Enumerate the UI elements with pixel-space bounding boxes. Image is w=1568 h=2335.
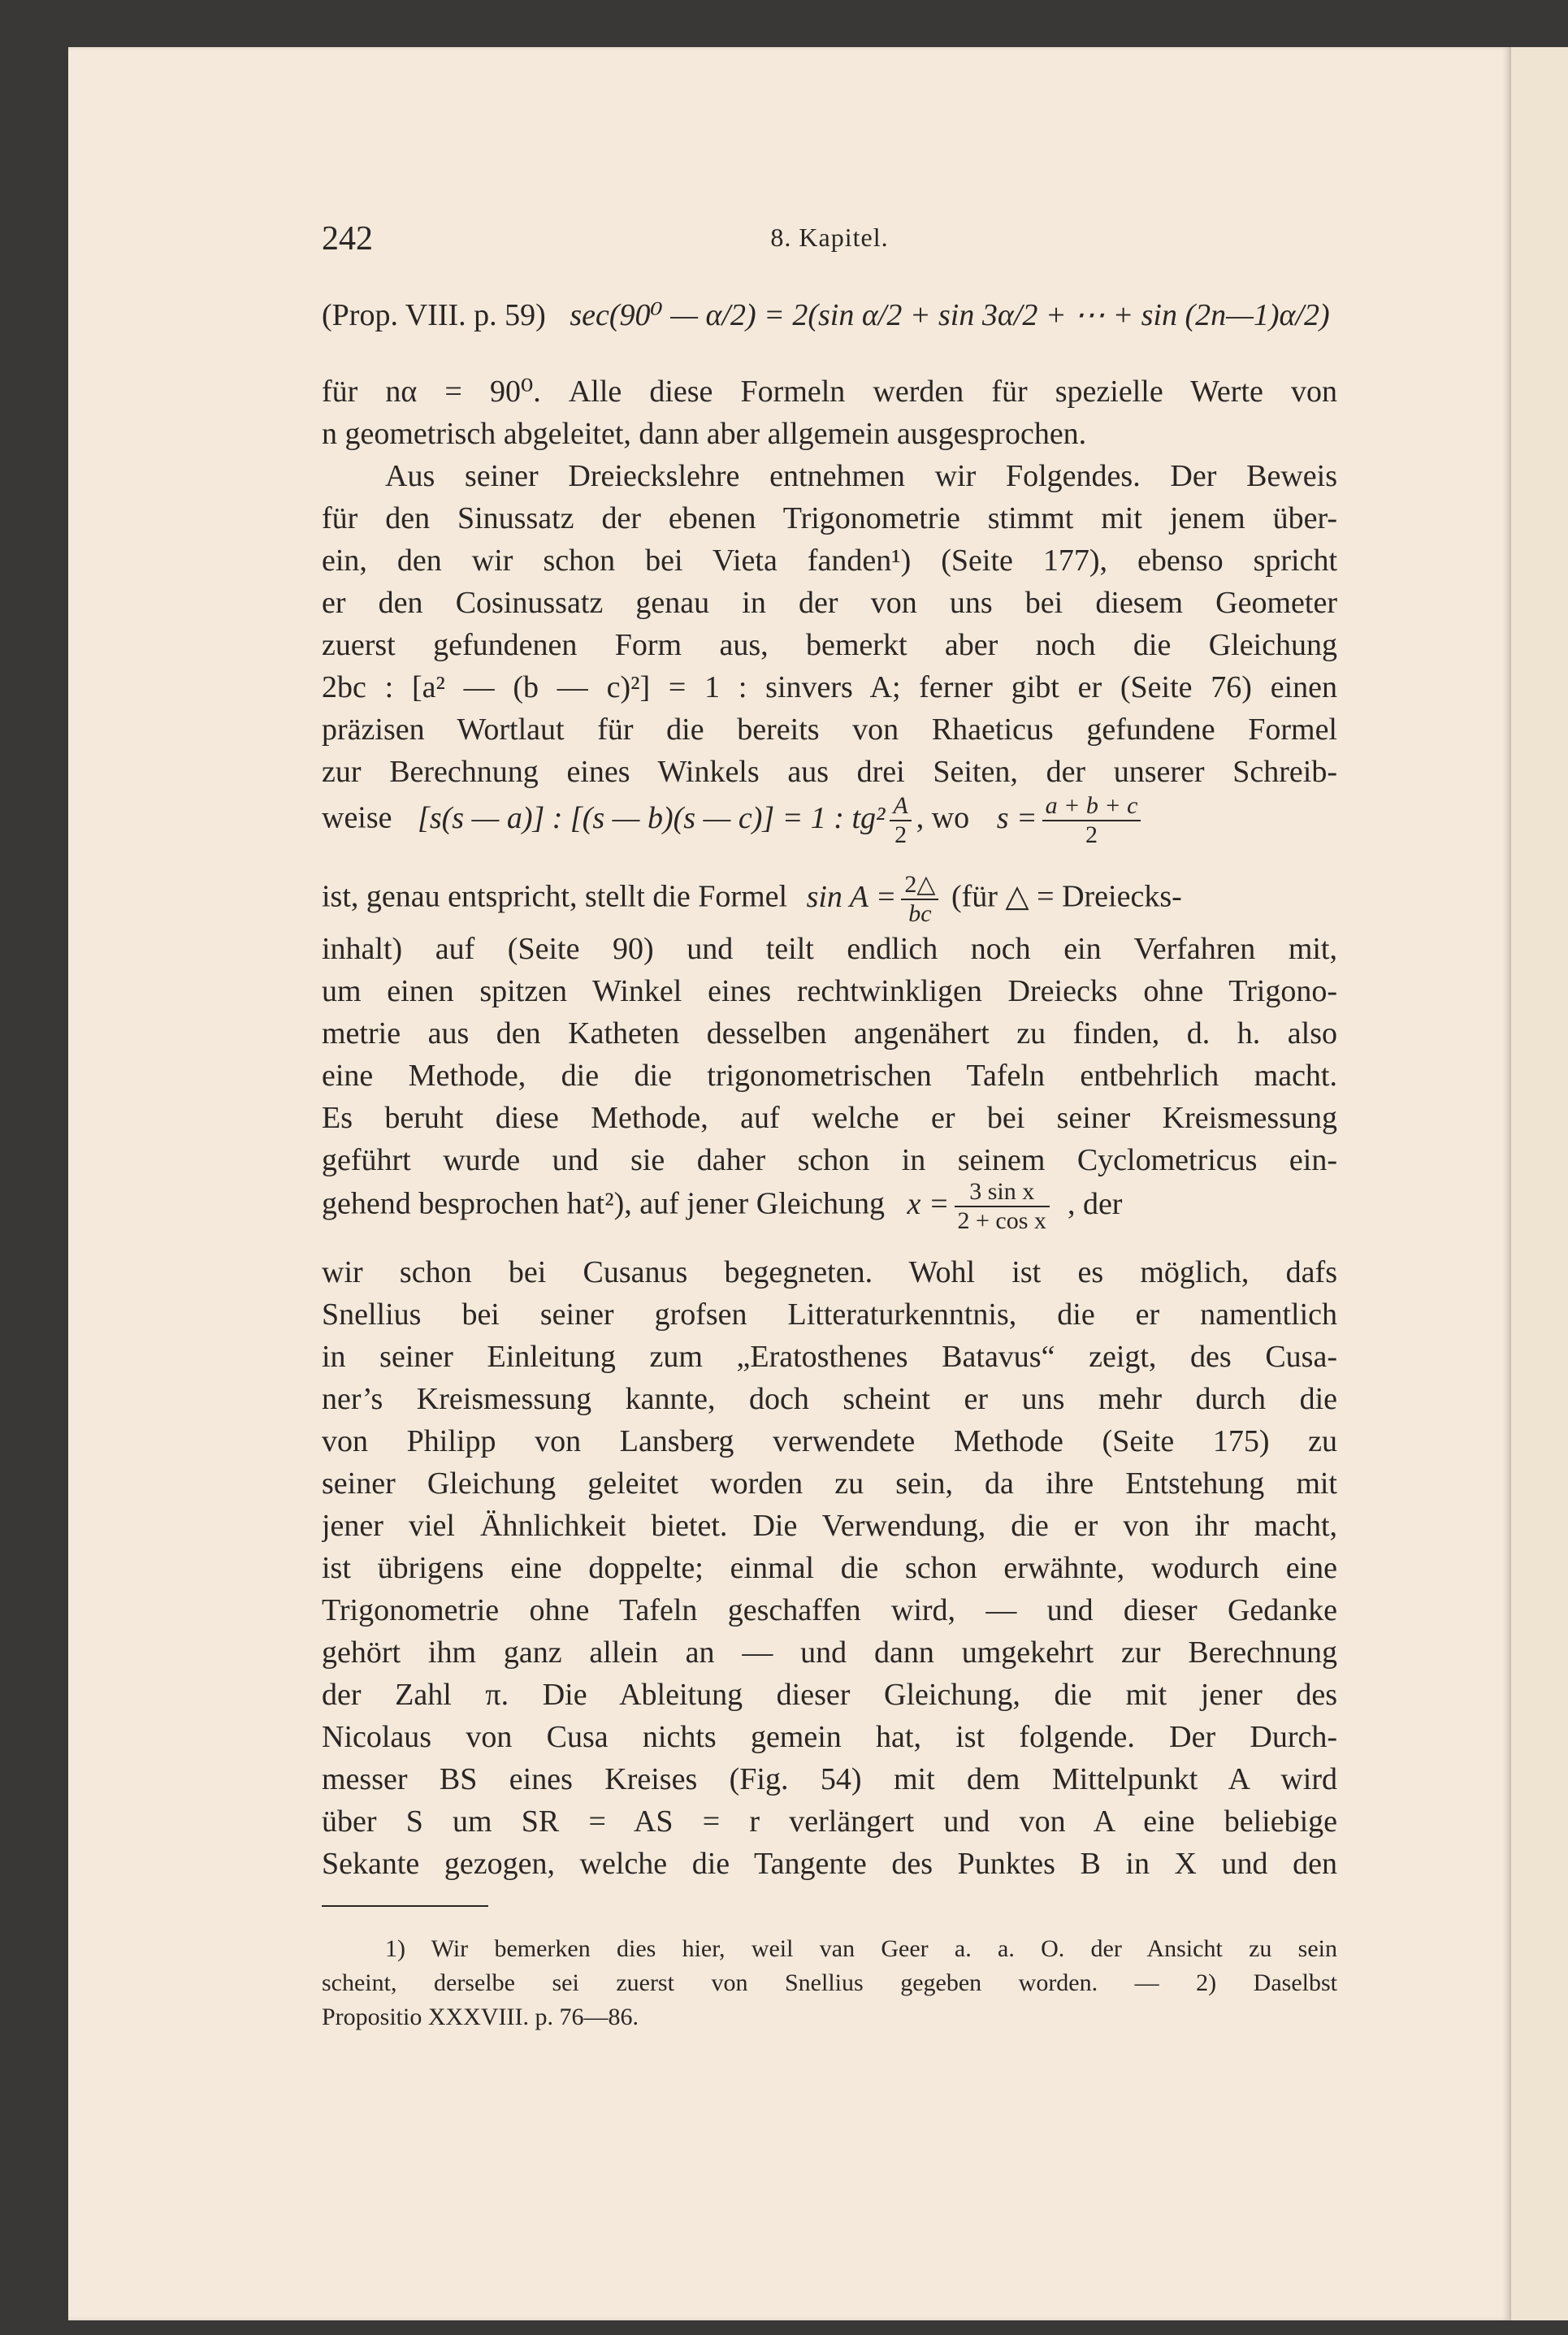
formula-s: s = [996, 800, 1037, 835]
formula-lead: ist, genau entspricht, stellt die Formel [322, 879, 788, 914]
text-line: für den Sinussatz der ebenen Trigonometrie stimmt mit jenem über- [322, 501, 1337, 535]
formula-expression: sec(90⁰ — α/2) = 2(sin α/2 + sin 3α/2 + ⋯ + sin (2n—1)α/2) [570, 298, 1330, 332]
fraction [955, 1178, 1050, 1235]
footnote-line: 1) Wir bemerken dies hier, weil van Geer a. a. O. der Ansicht zu sein [385, 1935, 1337, 1962]
fraction-denominator: 2 [894, 821, 907, 848]
text-line: geführt wurde und sie daher schon in seinem Cyclometricus ein- [322, 1143, 1337, 1177]
formula-lead: weise [322, 800, 392, 835]
text-line: n geometrisch abgeleitet, dann aber allgemein ausgesprochen. [322, 417, 1087, 451]
paragraph-2 [322, 455, 1337, 793]
text-line: Aus seiner Dreieckslehre entnehmen wir Folgendes. Der Beweis [385, 459, 1337, 493]
page-number: 242 [322, 220, 373, 258]
text-line: metrie aus den Katheten desselben angenähert zu finden, d. h. also [322, 1016, 1337, 1051]
formula-half-angle [322, 792, 1337, 849]
fraction-denominator: 2 + cos x [957, 1207, 1046, 1234]
text-line: von Philipp von Lansberg verwendete Methode (Seite 175) zu [322, 1424, 1337, 1458]
formula-expression: sin A = [806, 879, 897, 914]
text-line: seiner Gleichung geleitet worden zu sein, da ihre Entstehung mit [322, 1466, 1337, 1501]
fraction [890, 792, 911, 849]
text-line: in seiner Einleitung zum „Eratosthenes Batavus“ zeigt, des Cusa- [322, 1340, 1337, 1374]
text-line: für nα = 90⁰. Alle diese Formeln werden für spezielle Werte von [322, 375, 1337, 409]
text-line: um einen spitzen Winkel eines rechtwinkligen Dreiecks ohne Trigono- [322, 974, 1337, 1008]
fraction-numerator: 2△ [901, 871, 938, 900]
text-line: Es beruht diese Methode, auf welche er bei seiner Kreismessung [322, 1101, 1337, 1135]
fraction-denominator: bc [908, 900, 932, 927]
formula-sin-a [322, 871, 1337, 928]
text-line: gehört ihm ganz allein an — und dann umgekehrt zur Berechnung [322, 1635, 1337, 1670]
text-line: der Zahl π. Die Ableitung dieser Gleichung, die mit jener des [322, 1678, 1337, 1712]
footnote-line: scheint, derselbe sei zuerst von Snellius gegeben worden. — 2) Daselbst [322, 1969, 1337, 1996]
text-line: ein, den wir schon bei Vieta fanden¹) (Seite 177), ebenso spricht [322, 544, 1337, 578]
formula-x [322, 1178, 1337, 1235]
formula-lead: gehend besprochen hat²), auf jener Gleichung [322, 1186, 885, 1221]
text-line: messer BS eines Kreises (Fig. 54) mit dem Mittelpunkt A wird [322, 1762, 1337, 1796]
fraction-numerator: a + b + c [1042, 792, 1141, 821]
fraction-denominator: 2 [1085, 821, 1098, 848]
text-line: ist übrigens eine doppelte; einmal die schon erwähnte, wodurch eine [322, 1551, 1337, 1585]
text-line: jener viel Ähnlichkeit bietet. Die Verwendung, die er von ihr macht, [322, 1509, 1337, 1543]
paragraph-4 [322, 1251, 1337, 1885]
text-line: über S um SR = AS = r verlängert und von A eine beliebige [322, 1804, 1337, 1839]
text-line: Trigonometrie ohne Tafeln geschaffen wird, — und dieser Gedanke [322, 1593, 1337, 1627]
text-line: wir schon bei Cusanus begegneten. Wohl ist es möglich, dafs [322, 1255, 1337, 1289]
paragraph-1 [322, 370, 1337, 455]
fraction-numerator: A [890, 792, 911, 821]
formula-tail: (für △ = Dreiecks- [951, 879, 1182, 914]
text-line: Nicolaus von Cusa nichts gemein hat, ist folgende. Der Durch- [322, 1720, 1337, 1754]
formula-tail: , der [1067, 1186, 1123, 1221]
text-line: er den Cosinussatz genau in der von uns bei diesem Geometer [322, 586, 1337, 620]
text-line: ner’s Kreismessung kannte, doch scheint er uns mehr durch die [322, 1382, 1337, 1416]
footnote-line: Propositio XXXVIII. p. 76—86. [322, 2004, 639, 2030]
formula-prop-viii [322, 297, 1337, 333]
text-line: Sekante gezogen, welche die Tangente des Punktes B in X und den [322, 1847, 1337, 1881]
text-line: Snellius bei seiner grofsen Litteraturkenntnis, die er namentlich [322, 1297, 1337, 1332]
footnote-rule [322, 1905, 488, 1907]
formula-expression: [s(s — a)] : [(s — b)(s — c)] = 1 : tg² [418, 800, 886, 835]
formula-label: (Prop. VIII. p. 59) [322, 298, 546, 332]
formula-wo: , wo [916, 800, 970, 835]
footnotes [322, 1932, 1337, 2034]
fraction [1042, 792, 1141, 849]
fraction [901, 871, 938, 928]
text-line: zuerst gefundenen Form aus, bemerkt aber noch die Gleichung [322, 628, 1337, 662]
page-header [322, 219, 1337, 268]
text-line: zur Berechnung eines Winkels aus drei Seiten, der unserer Schreib- [322, 755, 1337, 789]
fraction-numerator: 3 sin x [955, 1178, 1050, 1207]
paragraph-3 [322, 928, 1337, 1181]
text-line: inhalt) auf (Seite 90) und teilt endlich noch ein Verfahren mit, [322, 932, 1337, 966]
text-line: 2bc : [a² — (b — c)²] = 1 : sinvers A; ferner gibt er (Seite 76) einen [322, 670, 1337, 704]
chapter-title: 8. Kapitel. [770, 223, 889, 252]
text-line: präzisen Wortlaut für die bereits von Rhaeticus gefundene Formel [322, 713, 1337, 747]
text-line: eine Methode, die die trigonometrischen Tafeln entbehrlich macht. [322, 1059, 1337, 1093]
formula-expression: x = [907, 1186, 950, 1221]
adjacent-page-edge [1510, 47, 1568, 2320]
